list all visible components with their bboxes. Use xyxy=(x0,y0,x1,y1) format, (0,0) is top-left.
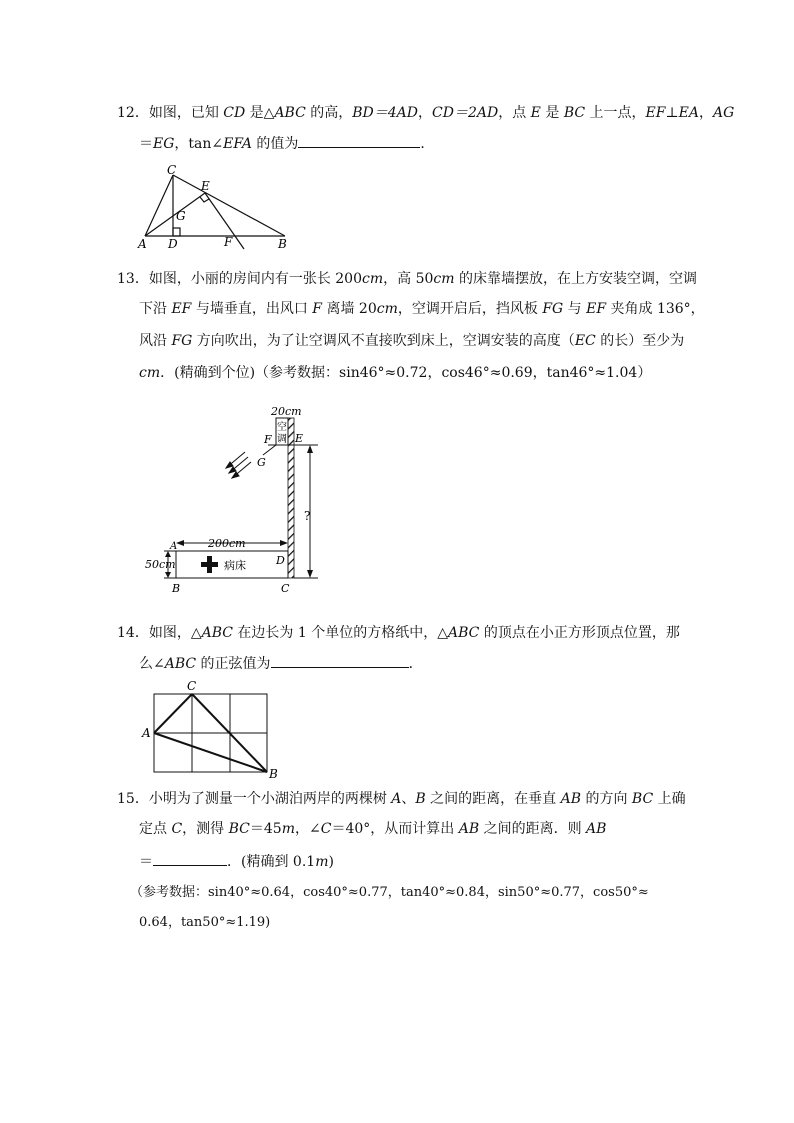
wall xyxy=(288,418,294,578)
q13-line2: 下沿 EF 与墙垂直，出风口 F 离墙 20cm，空调开启后，挡风板 FG 与 EF 夹角成 136°， xyxy=(139,301,705,317)
q15-line2: 定点 C，测得 BC＝45m，∠C＝40°，从而计算出 AB 之间的距离．则 AB xyxy=(139,821,607,837)
top-dimension: 20cm xyxy=(271,405,302,418)
label-A: A xyxy=(170,541,178,552)
q14-line2: 么∠ABC 的正弦值为 ． xyxy=(139,653,423,674)
q12-figure xyxy=(138,160,298,252)
q13-line3: 风沿 FG 方向吹出，为了让空调风不直接吹到床上，空调安装的高度（EC 的长）至少为 xyxy=(139,333,685,349)
bed-label: 病床 xyxy=(224,559,246,572)
q15-line1: 15．小明为了测量一个小湖泊两岸的两棵树 A、B 之间的距离，在垂直 AB 的方向 BC 上确 xyxy=(117,791,686,807)
bed-height: 50cm xyxy=(145,558,176,571)
label-C: C xyxy=(167,163,177,177)
answer-blank xyxy=(271,653,409,668)
label-F: F xyxy=(264,433,272,446)
label-B: B xyxy=(278,237,287,251)
label-D: D xyxy=(168,237,178,251)
ac-label-1: 空 xyxy=(277,422,287,433)
label-E: E xyxy=(201,179,210,193)
label-C: C xyxy=(187,679,197,693)
label-A: A xyxy=(142,726,151,740)
height-question-mark: ? xyxy=(304,509,311,523)
bed-length: 200cm xyxy=(208,537,246,550)
q13-figure xyxy=(140,398,330,598)
answer-blank xyxy=(298,133,420,148)
label-F: F xyxy=(224,235,233,249)
q12-line2: ＝EG，tan∠EFA 的值为 ． xyxy=(139,133,434,154)
q13-line1: 13．如图，小丽的房间内有一张长 200cm，高 50cm 的床靠墙摆放，在上方安装空调，空调 xyxy=(117,271,697,287)
q15-line3: ＝ ．(精确到 0.1m) xyxy=(139,851,334,872)
grid xyxy=(154,694,267,772)
label-C: C xyxy=(281,582,290,595)
label-G: G xyxy=(257,456,266,469)
q12-line1: 12．如图，已知 CD 是△ABC 的高，BD＝4AD，CD＝2AD，点 E 是 BC 上一点，EF⊥EA，AG xyxy=(117,105,735,121)
ac-label-2: 调 xyxy=(277,434,287,445)
label-G: G xyxy=(176,209,186,223)
q15-ref-line1: （参考数据：sin40°≈0.64，cos40°≈0.77，tan40°≈0.84，sin50°≈0.77，cos50°≈ xyxy=(130,885,649,900)
label-B: B xyxy=(269,767,278,781)
q14-figure xyxy=(138,680,283,780)
label-B: B xyxy=(172,582,181,595)
label-A: A xyxy=(138,237,147,251)
label-E: E xyxy=(295,432,304,445)
q15-ref-line2: 0.64，tan50°≈1.19) xyxy=(139,915,271,930)
q13-line4: cm．(精确到个位)（参考数据：sin46°≈0.72，cos46°≈0.69，tan46°≈1.04） xyxy=(139,365,652,381)
wind-arrows-icon xyxy=(226,452,251,478)
q14-line1: 14．如图，△ABC 在边长为 1 个单位的方格纸中，△ABC 的顶点在小正方形顶点位置，那 xyxy=(117,625,680,641)
answer-blank xyxy=(153,851,227,866)
label-D: D xyxy=(276,554,285,567)
